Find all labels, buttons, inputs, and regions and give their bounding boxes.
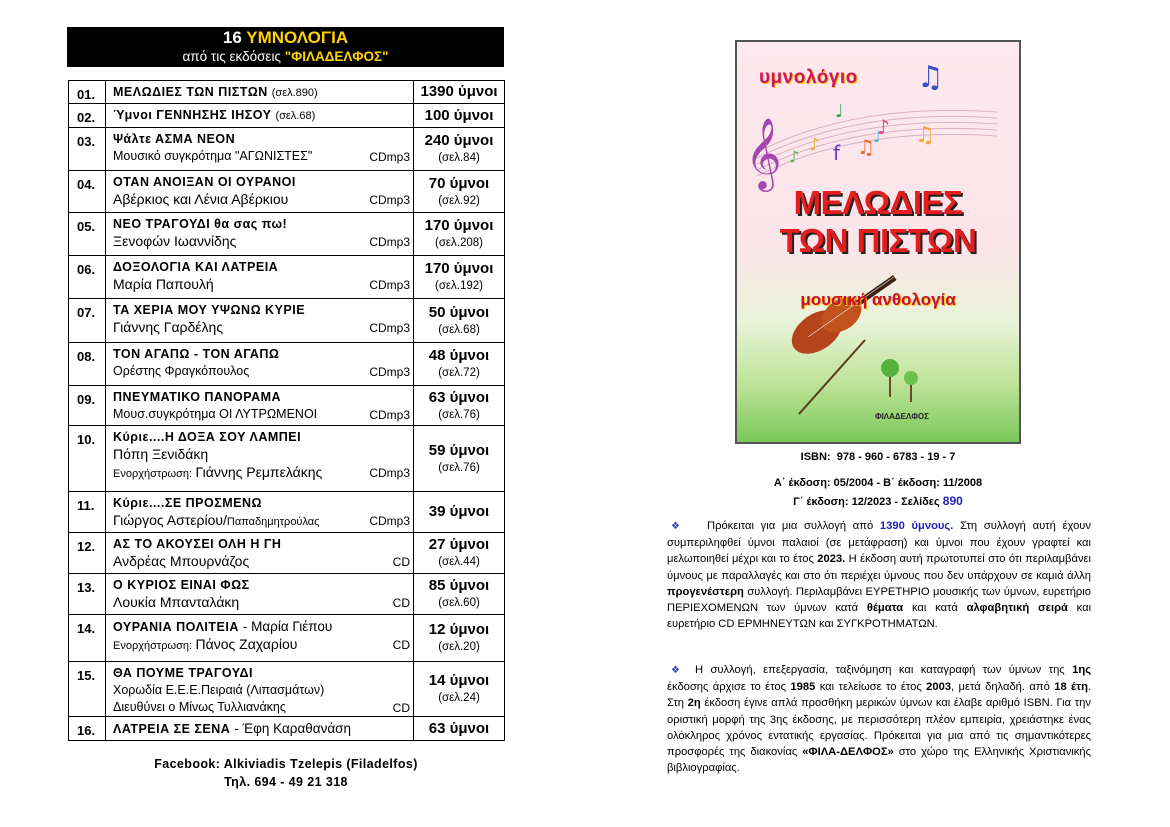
hymn-count: 48 ύμνοι [428,347,490,364]
row-title-cell [106,717,414,741]
row-title-cell [106,299,414,343]
hymn-count: 12 ύμνοι [428,621,490,638]
svg-text:♪: ♪ [789,147,800,166]
hymnbook-title: ΟΤΑΝ ΑΝΟΙΞΑΝ ΟΙ ΟΥΡΑΝΟΙ [113,175,296,189]
table-row [69,492,505,533]
row-number: 11. [69,492,106,533]
contact-footer [68,755,504,791]
artist-name: Λουκία Μπανταλάκη [113,594,240,610]
hymn-count-cell [414,574,505,615]
row-number: 14. [69,615,106,662]
row-number: 08. [69,343,106,386]
artist-name: Ξενοφών Ιωαννίδης [113,233,237,249]
page-count: (σελ.68) [275,110,316,122]
row-number: 02. [69,104,106,128]
table-row [69,343,505,386]
hymn-count: 39 ύμνοι [428,503,490,520]
hymn-count: 170 ύμνοι [424,260,494,277]
table-row [69,574,505,615]
hymn-count-cell [414,426,505,492]
artist-name: Πάνος Ζαχαρίου [195,636,298,652]
book-cover [735,40,1021,444]
cover-publisher: ΦΙΛΑΔΕΛΦΟΣ [875,412,929,421]
svg-text:♩: ♩ [835,101,844,122]
hymn-count-cell [414,213,505,256]
hymn-count: 100 ύμνοι [424,106,494,124]
hymnbook-table [68,80,505,741]
hymnbook-title: ΤΟΝ ΑΓΑΠΩ - ΤΟΝ ΑΓΑΠΩ [113,347,280,361]
page-count: (σελ.20) [438,641,480,653]
hymnbook-title: Ο ΚΥΡΙΟΣ ΕΙΝΑΙ ΦΩΣ [113,578,250,592]
table-row [69,662,505,717]
page-count: (σελ.24) [438,692,480,704]
artist-name: Ορέστης Φραγκόπουλος [113,364,250,378]
hymnbook-title: ΜΕΛΩΔΙΕΣ ΤΩΝ ΠΙΣΤΩΝ [113,85,268,99]
row-title-cell: ΘΑ ΠΟΥΜΕ ΤΡΑΓΟΥΔΙ Χορωδία Ε.Ε.Ε.Πειραιά (Λιπασμάτων) Διευθύνει ο Μίνως Τυλλιανάκης CD [106,662,414,717]
table-row [69,128,505,171]
artist-name: Μαρία Παπουλή [113,276,214,292]
media-tag: CDmp3 [369,150,410,164]
hymn-count: 1390 ύμνοι [420,83,498,100]
media-tag: CDmp3 [369,365,410,379]
media-tag: CDmp3 [369,321,410,335]
hymn-count-cell [414,662,505,717]
media-tag: CD [392,638,410,652]
hymn-count: 240 ύμνοι [424,132,494,149]
media-tag: CD [392,596,410,610]
isbn-line: ISBN: 978 - 960 - 6783 - 19 - 7 [800,451,956,463]
treble-clef-icon: 𝄞 [745,116,782,189]
table-row [69,213,505,256]
hymn-count-cell [414,128,505,171]
media-tag: CDmp3 [369,193,410,207]
table-row [69,81,505,104]
row-number: 16. [69,717,106,741]
header-from: από τις εκδόσεις [182,49,281,64]
description-paragraph-2: ❖ Η συλλογή, επεξεργασία, ταξινόμηση και καταγραφή των ύμνων της 1ης έκδοσης άρχισε το έτος 1985 και τελείωσε το έτος 2003, μετά δηλαδή. από 18 έτη. Στη 2η έκδοση έγινε απλά προσθήκη μερικών ύμνων και έλαβε αριθμό ISBN. Για την οριστική μορφή της 3ης έκδοσης, με περισσότερη πλέον εμπειρία, χρειάστηκε ένας ολόκληρος χρόνος εντατικής εργασίας. Πρόκειται για μια από τις σημαντικότερες προσφορές της διακονίας «ΦΙΛΑ-ΔΕΛΦΟΣ» στο χώρο της Ελληνικής Χριστιανικής βιβλιογραφίας. [667,664,1092,775]
violin-icon [784,263,905,363]
row-number: 13. [69,574,106,615]
media-tag: CDmp3 [369,408,410,422]
hymnbook-title: ΛΑΤΡΕΙΑ ΣΕ ΣΕΝΑ [113,722,231,736]
hymn-count: 50 ύμνοι [428,303,490,321]
header-title: ΥΜΝΟΛΟΓΙΑ [246,28,349,47]
svg-text:♫: ♫ [917,60,944,95]
row-number: 06. [69,256,106,299]
svg-text:♫: ♫ [857,135,875,159]
hymnbook-title: ΟΥΡΑΝΙΑ ΠΟΛΙΤΕΙΑ [113,620,239,634]
row-number: 05. [69,213,106,256]
hymnbook-title: ΑΣ ΤΟ ΑΚΟΥΣΕΙ ΟΛΗ Η ΓΗ [113,537,282,551]
row-title-cell [106,256,414,299]
hymn-count: 70 ύμνοι [428,174,490,192]
row-number: 04. [69,171,106,213]
page-count: (σελ.76) [438,461,480,474]
table-row [69,299,505,343]
table-row [69,533,505,574]
artist-name: Γιάννης Γαρδέλης [113,319,224,335]
media-tag: CDmp3 [369,235,410,249]
hymn-count-cell [414,299,505,343]
row-title-cell [106,171,414,213]
row-title-cell [106,104,414,128]
row-title-cell: Κύριε....Η ΔΟΞΑ ΣΟΥ ΛΑΜΠΕΙ Πόπη Ξενιδάκη Ενορχήστρωση: Γιάννης Ρεμπελάκης CDmp3 [106,426,414,492]
editions-line-2: Γ΄ έκδοση: 12/2023 - Σελίδες 890 [793,494,963,508]
svg-text:♪: ♪ [877,115,890,139]
media-tag: CD [392,701,410,715]
row-number: 03. [69,128,106,171]
hymn-count-cell [414,492,505,533]
hymn-count: 27 ύμνοι [428,536,490,553]
artist-name: Χορωδία Ε.Ε.Ε.Πειραιά (Λιπασμάτων) [113,683,325,697]
hymn-count-cell [414,171,505,213]
hymn-count: 14 ύμνοι [428,672,490,689]
diamond-bullet-icon: ❖ [671,521,680,532]
hymnbook-title: ΘΑ ΠΟΥΜΕ ΤΡΑΓΟΥΔΙ [113,666,253,680]
page-count: (σελ.76) [438,408,480,421]
facebook-line: Facebook: Alkiviadis Tzelepis (Filadelfos) [154,757,418,771]
row-title-cell [106,533,414,574]
header-publisher: "ΦΙΛΑΔΕΛΦΟΣ" [284,49,389,64]
row-title-cell [106,128,414,171]
artist-name: Ανδρέας Μπουρνάζος [113,553,250,569]
hymn-count-cell [414,533,505,574]
row-number: 09. [69,386,106,426]
hymn-count-cell [414,615,505,662]
hymnbook-title: ΝΕΟ ΤΡΑΓΟΥΔΙ θα σας πω! [113,217,288,231]
page-count: (σελ.84) [438,152,480,164]
hymn-count-cell [414,343,505,386]
table-row [69,426,505,492]
diamond-bullet-icon: ❖ [671,665,680,676]
artist-name: Μουσ.συγκρότημα ΟΙ ΛΥΤΡΩΜΕΝΟΙ [113,407,318,421]
table-row [69,615,505,662]
table-row [69,171,505,213]
artist-name: Αβέρκιος και Λένια Αβέρκιου [113,191,289,207]
hymn-count: 63 ύμνοι [428,719,490,737]
page-count: (σελ.208) [434,237,484,249]
hymnbook-title: ΔΟΞΟΛΟΓΙΑ ΚΑΙ ΛΑΤΡΕΙΑ [113,260,279,274]
hymnbook-title: ΠΝΕΥΜΑΤΙΚΟ ΠΑΝΟΡΑΜΑ [113,390,282,404]
hymnbook-title: Κύριε....ΣΕ ΠΡΟΣΜΕΝΩ [113,496,263,510]
row-title-cell [106,81,414,104]
row-title-cell [106,386,414,426]
row-title-cell [106,574,414,615]
tree-icons [881,359,918,402]
row-number: 10. [69,426,106,492]
cover-title: ΜΕΛΩΔΙΕΣ ΤΩΝ ΠΙΣΤΩΝ [779,184,977,259]
hymn-count: 85 ύμνοι [428,577,490,594]
svg-text:♩: ♩ [873,127,881,146]
svg-text:♪: ♪ [809,135,820,155]
artist-name: Γιώργος Αστερίου/ [113,512,227,528]
row-title-cell [106,213,414,256]
hymn-count-cell [414,81,505,104]
hymn-count-cell [414,386,505,426]
media-tag: CDmp3 [369,466,410,480]
catalog-header [67,27,504,67]
row-number: 07. [69,299,106,343]
phone-line: Τηλ. 694 - 49 21 318 [224,775,348,789]
description-paragraph-1: ❖ Πρόκειται για μια συλλογή από 1390 ύμνους. Στη συλλογή αυτή έχουν συμπεριληφθεί ύμνοι παλαιοί (σε μετάφραση) και ύμνοι που έχουν γραφτεί και μελωποιηθεί μέχρι και το έτος 2023. Η έκδοση αυτή πρωτοτυπεί στο ότι περιλαμβάνει ύμνους με παραλλαγές και στο ότι περιέχει ύμνους που δεν υπάρχουν σε καμιά άλλη προγενέστερη συλλογή. Περιλαμβάνει ΕΥΡΕΤΗΡΙΟ μουσικής των ύμνων, ευρετήριο ΠΕΡΙΕΧΟΜΕΝΩΝ των ύμνων κατά θέματα και κατά αλφαβητική σειρά και ευρετήριο CD ΕΡΜΗΝΕΥΤΩΝ και ΣΥΓΚΡΟΤΗΜΑΤΩΝ. [667,520,1092,631]
editions-line-1: Α΄ έκδοση: 05/2004 - Β΄ έκδοση: 11/2008 [773,477,983,489]
artist-name: Πόπη Ξενιδάκη [113,446,209,462]
hymn-count-cell [414,104,505,128]
cover-subtitle: μουσική ανθολογία [800,290,956,309]
page-count: (σελ.72) [438,367,480,379]
row-title-cell: ΟΥΡΑΝΙΑ ΠΟΛΙΤΕΙΑ - Μαρία Γιέπου Ενορχήστρωση: Πάνος Ζαχαρίου CD [106,615,414,662]
table-row [69,104,505,128]
page-count: (σελ.92) [438,194,480,207]
hymn-count: 63 ύμνοι [428,388,490,406]
artist-name: - Έφη Καραθανάση [234,721,351,736]
artist-name: - Μαρία Γιέπου [242,619,333,634]
page-count: (σελ.68) [438,323,480,336]
hymnbook-title: Ύμνοι ΓΕΝΝΗΣΗΣ ΙΗΣΟΥ [113,108,272,122]
media-tag: CD [392,555,410,569]
header-count: 16 [222,28,242,47]
table-row [69,717,505,741]
page-count: (σελ.890) [271,87,318,99]
page-count: (σελ.192) [434,280,484,292]
hymn-count-cell [414,717,505,741]
row-title-cell [106,343,414,386]
hymnbook-title: ΤΑ ΧΕΡΙΑ ΜΟΥ ΥΨΩΝΩ ΚΥΡΙΕ [113,303,306,317]
hymn-count: 170 ύμνοι [424,217,494,234]
hymn-count: 59 ύμνοι [428,441,490,459]
hymn-count-cell [414,256,505,299]
hymnbook-title: Ψάλτε ΑΣΜΑ ΝΕΟΝ [113,132,236,146]
svg-text:♫: ♫ [915,123,935,148]
cover-top-text: υμνολόγιο [759,67,858,88]
table-row [69,256,505,299]
page-count: (σελ.60) [438,597,480,609]
row-number: 15. [69,662,106,717]
page-count: (σελ.44) [438,556,480,568]
row-number: 12. [69,533,106,574]
artist-name: Μουσικό συγκρότημα "ΑΓΩΝΙΣΤΕΣ" [113,149,313,163]
row-number: 01. [69,81,106,104]
hymnbook-title: Κύριε....Η ΔΟΞΑ ΣΟΥ ΛΑΜΠΕΙ [113,430,302,444]
media-tag: CDmp3 [369,514,410,528]
row-title-cell: Κύριε....ΣΕ ΠΡΟΣΜΕΝΩ Γιώργος Αστερίου/Παπαδημητρούλας CDmp3 [106,492,414,533]
svg-text:f: f [833,141,841,165]
table-row [69,386,505,426]
media-tag: CDmp3 [369,278,410,292]
